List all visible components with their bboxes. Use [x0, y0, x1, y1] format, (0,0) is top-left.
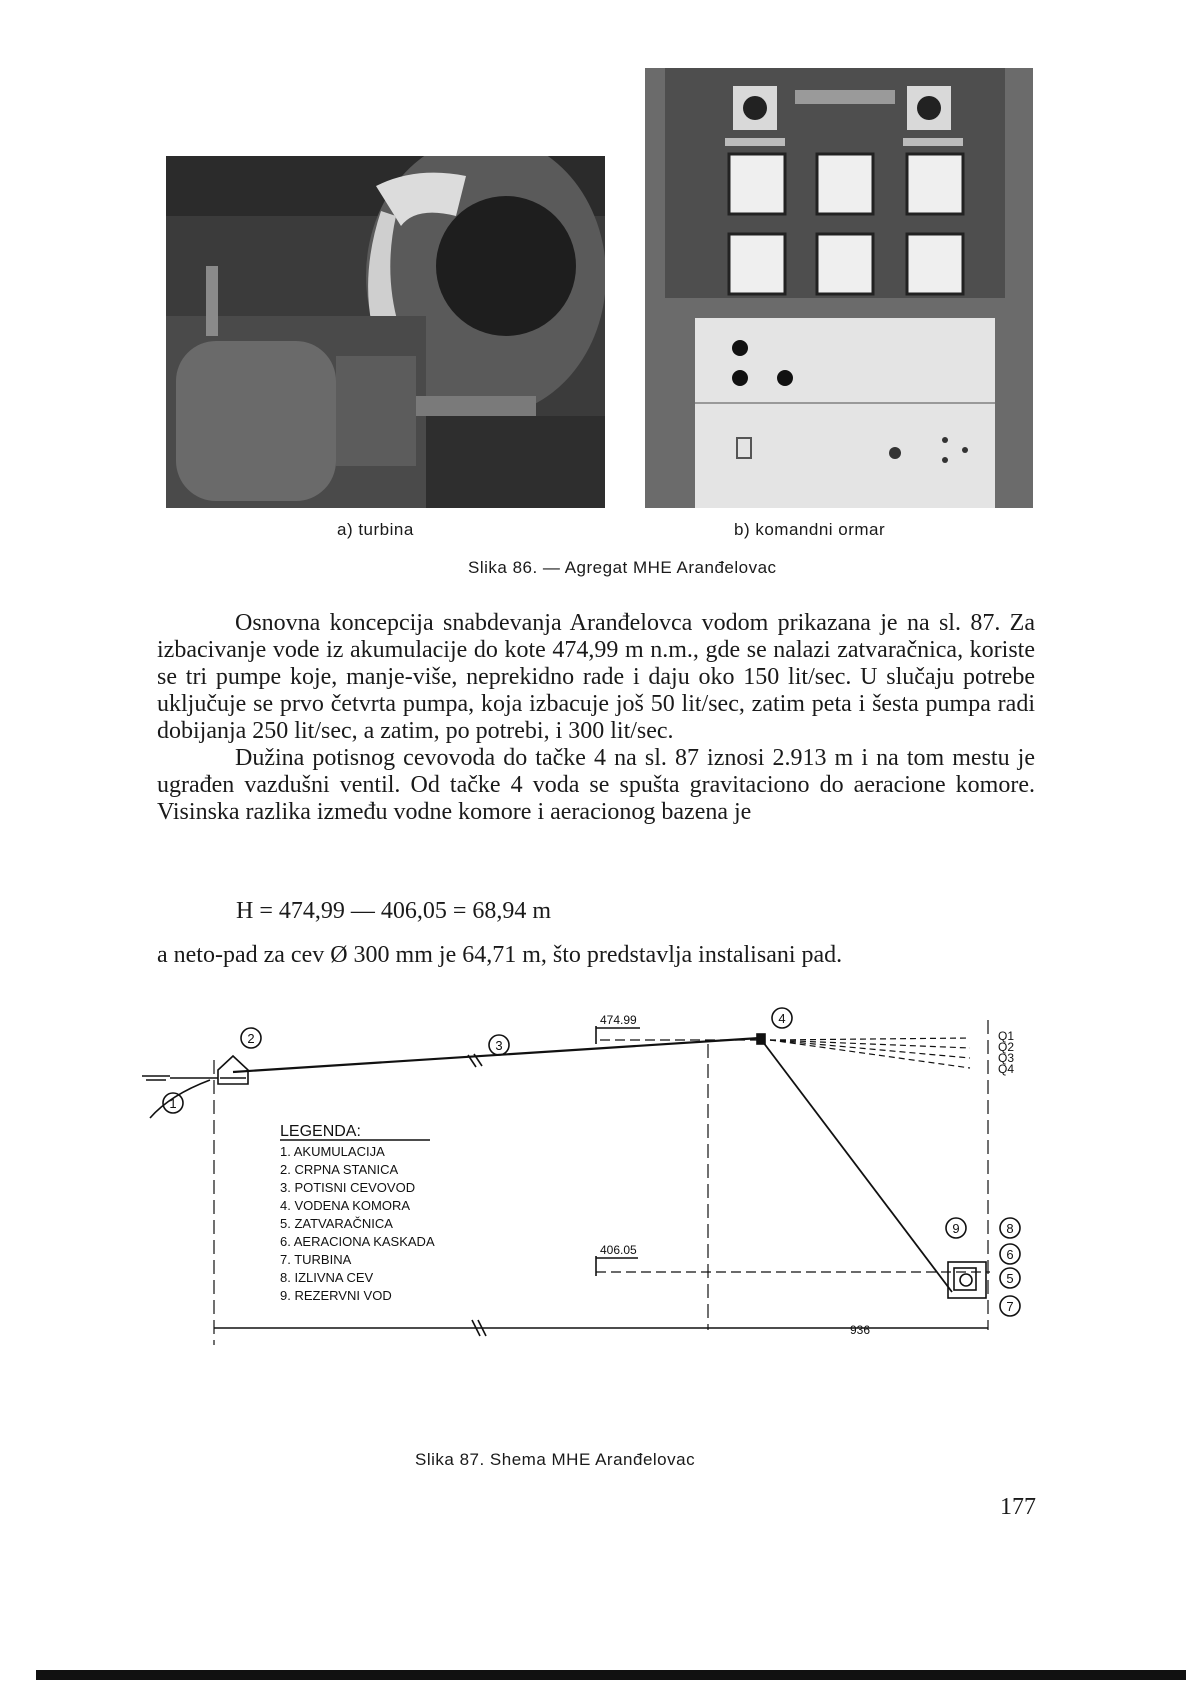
page-number: 177	[1000, 1494, 1036, 1520]
marker-3: 3	[495, 1038, 503, 1053]
paragraph-2: Dužina potisnog cevovoda do tačke 4 na sl. 87 iznosi 2.913 m i na tom mestu je ugrađen vazdušni ventil. Od tačke 4 voda se spušta gravitaciono do aeracione komore. Visinska razlika između vodne komore i aeracionog bazena je	[157, 745, 1035, 825]
marker-2: 2	[247, 1031, 255, 1046]
legend-item-1: 1. AKUMULACIJA	[280, 1144, 385, 1159]
flow-q3: Q3	[998, 1051, 1015, 1065]
marker-9: 9	[952, 1221, 960, 1236]
paragraph-3: a neto-pad za cev Ø 300 mm je 64,71 m, što predstavlja instalisani pad.	[157, 942, 843, 968]
flow-lines	[770, 1038, 970, 1068]
marker-4: 4	[778, 1011, 786, 1026]
legend-item-5: 5. ZATVARAČNICA	[280, 1216, 393, 1231]
flow-q2: Q2	[998, 1040, 1015, 1054]
flow-q4: Q4	[998, 1062, 1015, 1076]
control-cabinet-photo	[645, 68, 1033, 508]
marker-6: 6	[1006, 1247, 1014, 1262]
paragraph-1: Osnovna koncepcija snabdevanja Aranđelovca vodom prikazana je na sl. 87. Za izbacivanje vode iz akumulacije do kote 474,99 m n.m., gde se nalazi zatvaračnica, koriste se tri pumpe koje, manje-više, neprekidno rade i daju oko 150 lit/sec. U slučaju potrebe uključuje se prvo četvrta pumpa, koja izbacuje još 50 lit/sec, zatim peta i šesta pumpa radi dobijanja 250 lit/sec, a zatim, po potrebi, i 300 lit/sec.	[157, 610, 1035, 744]
subcaption-b: b) komandni ormar	[734, 520, 886, 539]
flow-q1: Q1	[998, 1029, 1015, 1043]
reservoir-bank	[150, 1080, 210, 1118]
legend-item-3: 3. POTISNI CEVOVOD	[280, 1180, 416, 1195]
legend-item-9: 9. REZERVNI VOD	[280, 1288, 392, 1303]
legend-item-2: 2. CRPNA STANICA	[280, 1162, 399, 1177]
distance-label: 936	[849, 1323, 871, 1337]
figure-86-caption: Slika 86. — Agregat MHE Aranđelovac	[468, 558, 777, 577]
turbine-photo	[166, 156, 605, 508]
subcaption-a: a) turbina	[337, 520, 414, 539]
legend-item-6: 6. AERACIONA KASKADA	[280, 1234, 435, 1249]
legend-title: LEGENDA:	[280, 1123, 361, 1140]
elevation-bottom: 406.05	[600, 1243, 637, 1257]
equation: H = 474,99 — 406,05 = 68,94 m	[236, 898, 552, 924]
marker-5: 5	[1006, 1271, 1014, 1286]
marker-7: 7	[1006, 1299, 1014, 1314]
bottom-scan-bar	[36, 1670, 1186, 1680]
figure-87-caption: Slika 87. Shema MHE Aranđelovac	[415, 1450, 696, 1469]
legend-item-4: 4. VODENA KOMORA	[280, 1198, 411, 1213]
scheme-diagram	[130, 1000, 1050, 1440]
body-text	[157, 610, 1035, 826]
pump-station-shape	[218, 1056, 248, 1084]
gravity-pipe	[763, 1042, 952, 1292]
legend-item-8: 8. IZLIVNA CEV	[280, 1270, 374, 1285]
elevation-top: 474.99	[600, 1013, 637, 1027]
legend-item-7: 7. TURBINA	[280, 1252, 352, 1267]
marker-8: 8	[1006, 1221, 1014, 1236]
marker-1: 1	[169, 1096, 177, 1111]
